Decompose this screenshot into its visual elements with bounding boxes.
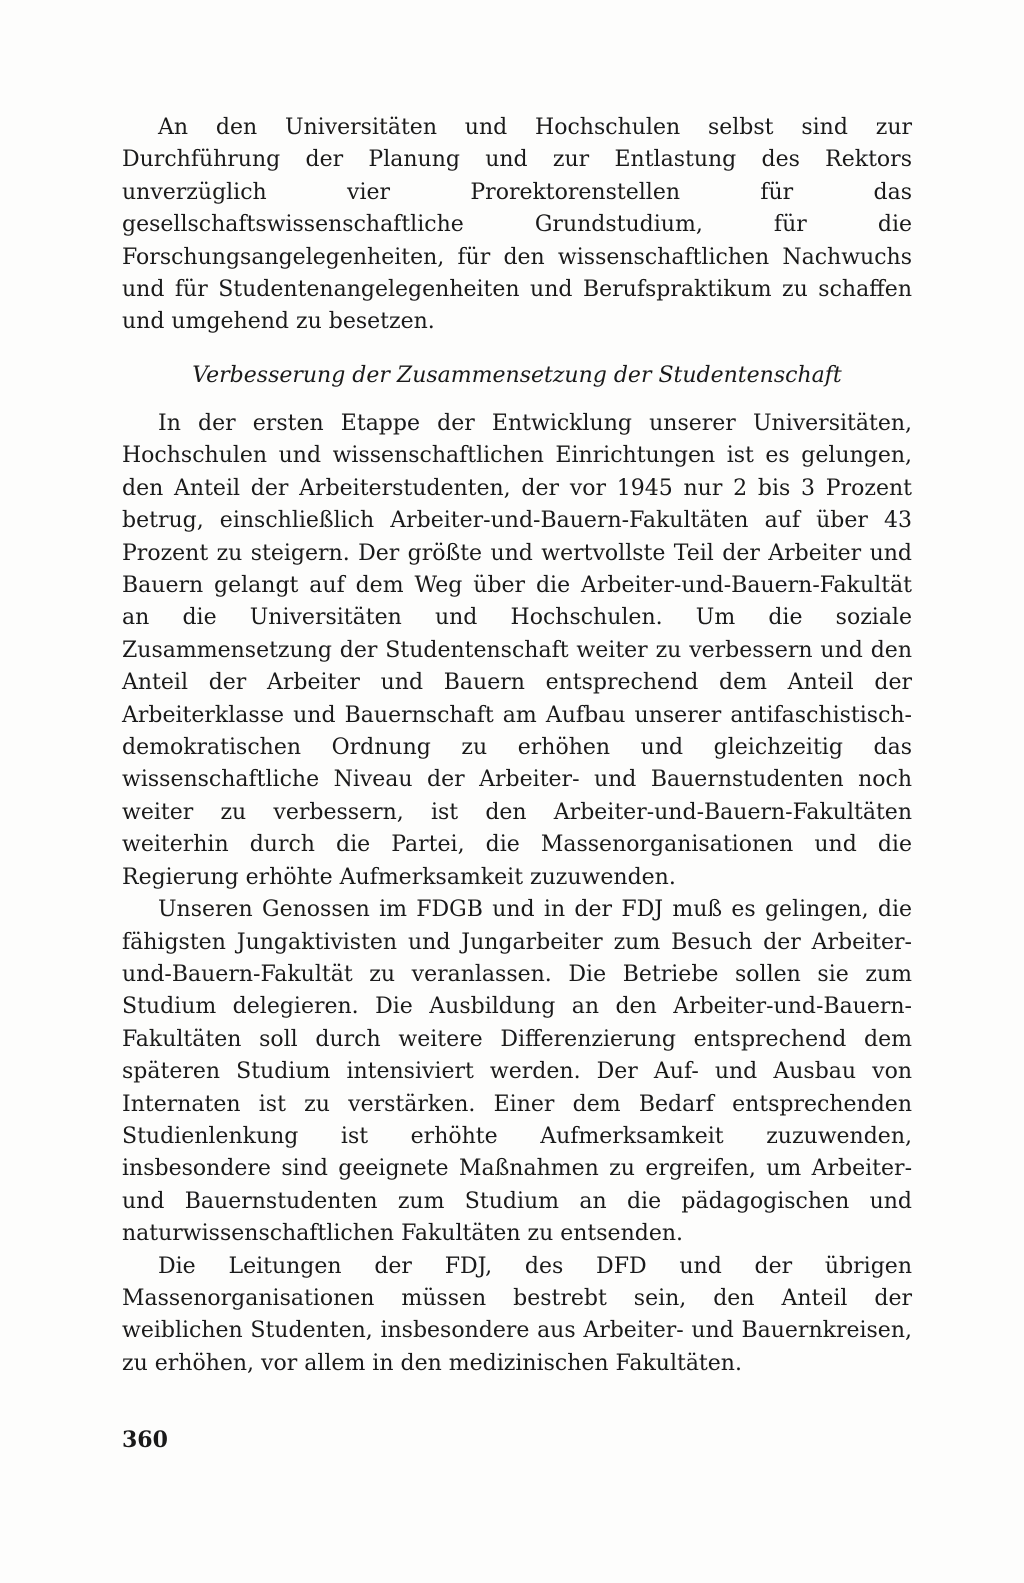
body-section	[122, 408, 912, 1380]
paragraph-weibliche-studenten: Die Leitungen der FDJ, des DFD und der übrigen Massenorganisationen müssen bestrebt sein, den Anteil der weiblichen Studenten, insbesondere aus Arbeiter- und Bauernkreisen, zu erhöhen, vor allem in den medizinischen Fakultäten.	[122, 1253, 912, 1376]
section-heading: Verbesserung der Zusammensetzung der Studentenschaft	[192, 363, 842, 388]
paragraph-arbeiterstudenten: In der ersten Etappe der Entwicklung unserer Universitäten, Hochschulen und wissenschaftlichen Einrichtungen ist es gelungen, den Anteil der Arbeiterstudenten, der vor 1945 nur 2 bis 3 Prozent betrug, einschließlich Arbeiter-und-Bauern-Fakultäten auf über 43 Prozent zu steigern. Der größte und wertvollste Teil der Arbeiter und Bauern gelangt auf dem Weg über die Arbeiter-und-Bauern-Fakultät an die Universitäten und Hochschulen. Um die soziale Zusammensetzung der Studentenschaft weiter zu verbessern und den Anteil der Arbeiter und Bauern entsprechend dem Anteil der Arbeiterklasse und Bauernschaft am Aufbau unserer antifaschistisch-demokratischen Ordnung zu erhöhen und gleichzeitig das wissenschaftliche Niveau der Arbeiter- und Bauernstudenten noch weiter zu verbessern, ist den Arbeiter-und-Bauern-Fakultäten weiterhin durch die Partei, die Massenorganisationen und die Regierung erhöhte Aufmerksamkeit zuzuwenden.	[122, 411, 912, 890]
paragraph-prorektoren: An den Universitäten und Hochschulen selbst sind zur Durchführung der Planung und zur Entlastung des Rektors unverzüglich vier Prorektorenstellen für das gesellschaftswissenschaftliche Grundstudium, für die Forschungsangelegenheiten, für den wissenschaftlichen Nachwuchs und für Studentenangelegenheiten und Berufspraktikum zu schaffen und umgehend zu besetzen.	[122, 115, 912, 335]
paragraph-fdgb-fdj: Unseren Genossen im FDGB und in der FDJ muß es gelingen, die fähigsten Jungaktivisten und Jungarbeiter zum Besuch der Arbeiter-und-Bauern-Fakultät zu veranlassen. Die Betriebe sollen sie zum Studium delegieren. Die Ausbildung an den Arbeiter-und-Bauern-Fakultäten soll durch weitere Differenzierung entsprechend dem späteren Studium intensiviert werden. Der Auf- und Ausbau von Internaten ist zu verstärken. Einer dem Bedarf entsprechenden Studienlenkung ist erhöhte Aufmerksamkeit zuzuwenden, insbesondere sind geeignete Maßnahmen zu ergreifen, um Arbeiter- und Bauernstudenten zum Studium an die pädagogischen und naturwissenschaftlichen Fakultäten zu entsenden.	[122, 897, 912, 1247]
intro-section	[122, 112, 912, 339]
page-number: 360	[122, 1427, 168, 1453]
